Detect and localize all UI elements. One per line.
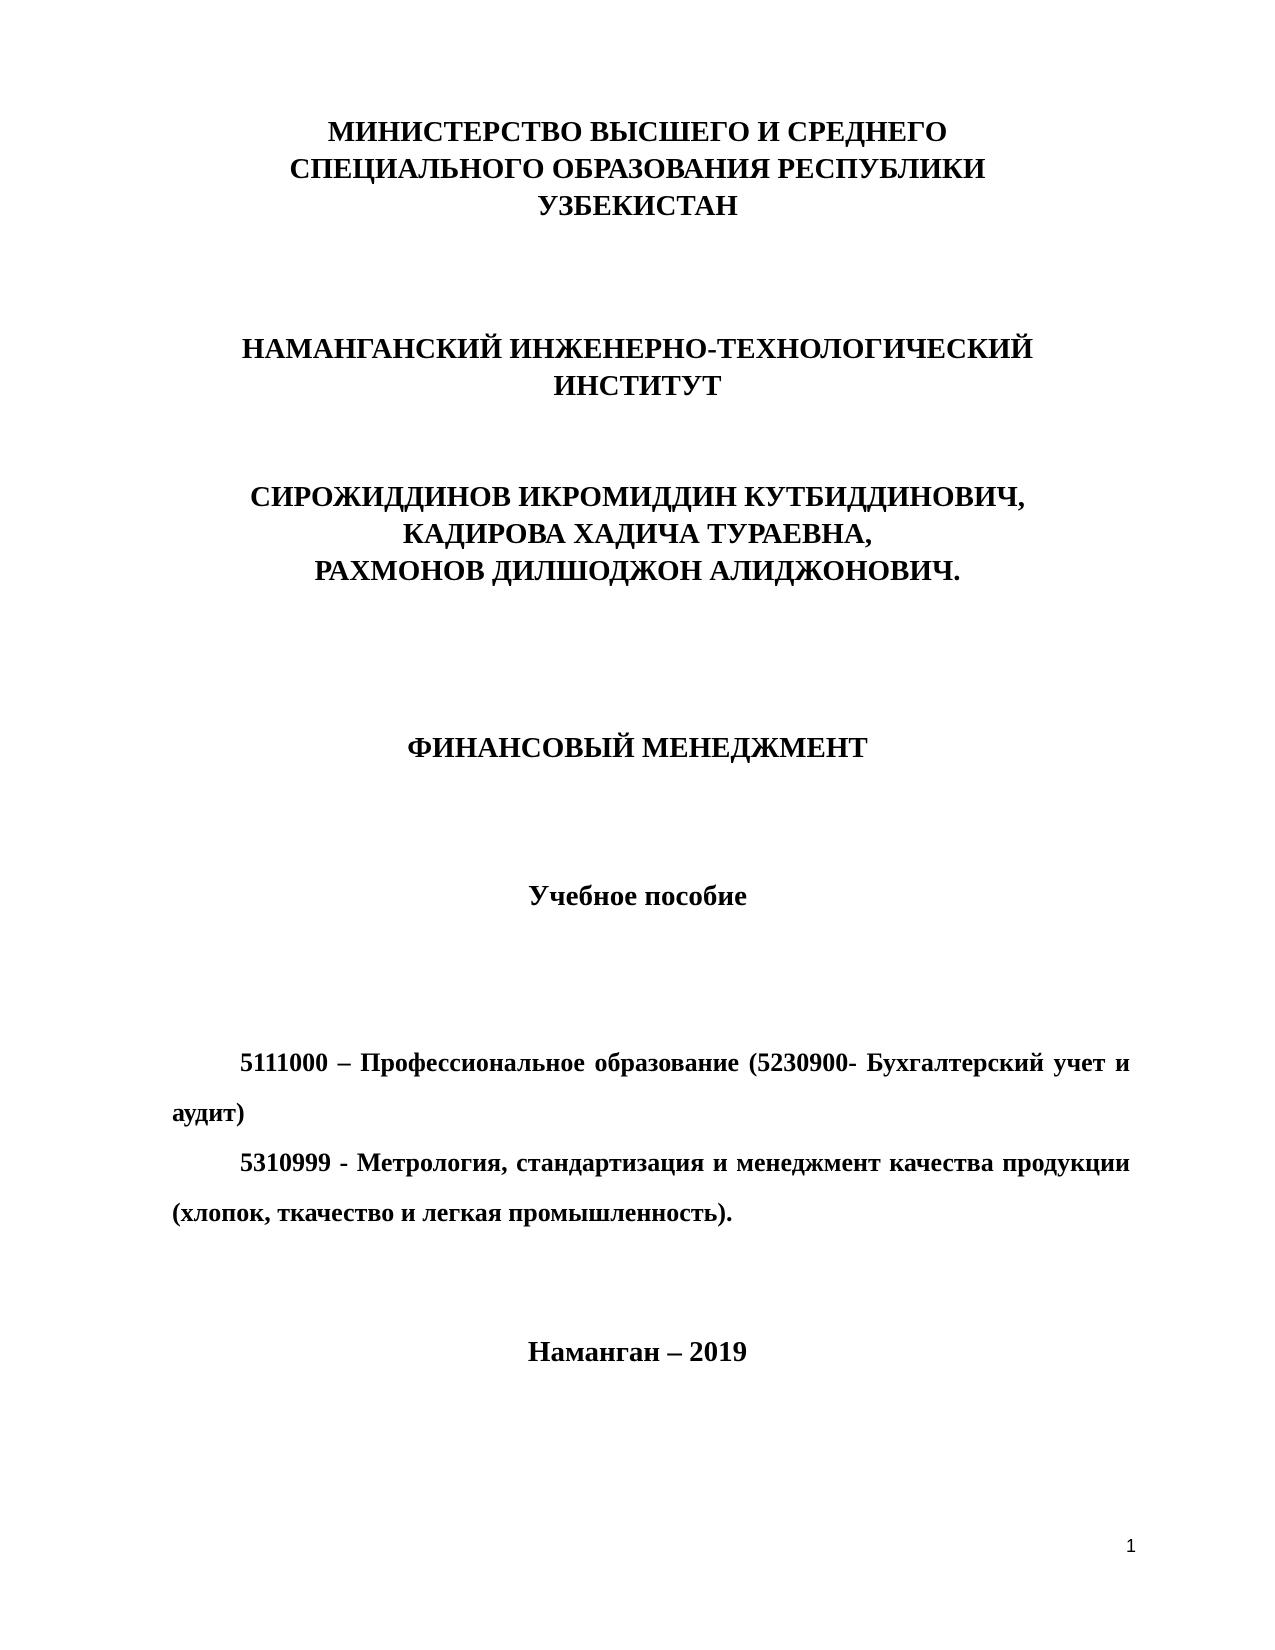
document-subtitle (0, 878, 1275, 915)
specialty-paragraph: 5310999 - Метрология, стандартизация и менеджмент качества продукции (хлопок, ткачество и легкая промышленность). (172, 1148, 1130, 1227)
ministry-line: СПЕЦИАЛЬНОГО ОБРАЗОВАНИЯ РЕСПУБЛИКИ (289, 153, 986, 185)
authors-list (0, 479, 1275, 590)
city-year (0, 1334, 1275, 1371)
institute-line: ИНСТИТУТ (553, 370, 722, 402)
institute-heading (0, 331, 1275, 405)
ministry-heading (0, 114, 1275, 225)
author-name: РАХМОНОВ ДИЛШОДЖОН АЛИДЖОНОВИЧ. (314, 555, 961, 587)
ministry-line: МИНИСТЕРСТВО ВЫСШЕГО И СРЕДНЕГО (327, 116, 948, 148)
document-subtitle-text: Учебное пособие (527, 880, 747, 912)
author-name: СИРОЖИДДИНОВ ИКРОМИДДИН КУТБИДДИНОВИЧ, (250, 481, 1025, 513)
city-year-text: Наманган – 2019 (527, 1336, 748, 1368)
page-number: 1 (1125, 1536, 1136, 1556)
specialties-section (172, 1038, 1130, 1238)
institute-line: НАМАНГАНСКИЙ ИНЖЕНЕРНО-ТЕХНОЛОГИЧЕСКИЙ (241, 333, 1034, 365)
author-name: КАДИРОВА ХАДИЧА ТУРАЕВНА, (402, 518, 873, 550)
document-title-text: ФИНАНСОВЫЙ МЕНЕДЖМЕНТ (407, 732, 868, 764)
specialty-paragraph: 5111000 – Профессиональное образование (5230900- Бухгалтерский учет и аудит) (172, 1048, 1130, 1127)
document-title (0, 730, 1275, 767)
ministry-line: УЗБЕКИСТАН (537, 190, 738, 222)
